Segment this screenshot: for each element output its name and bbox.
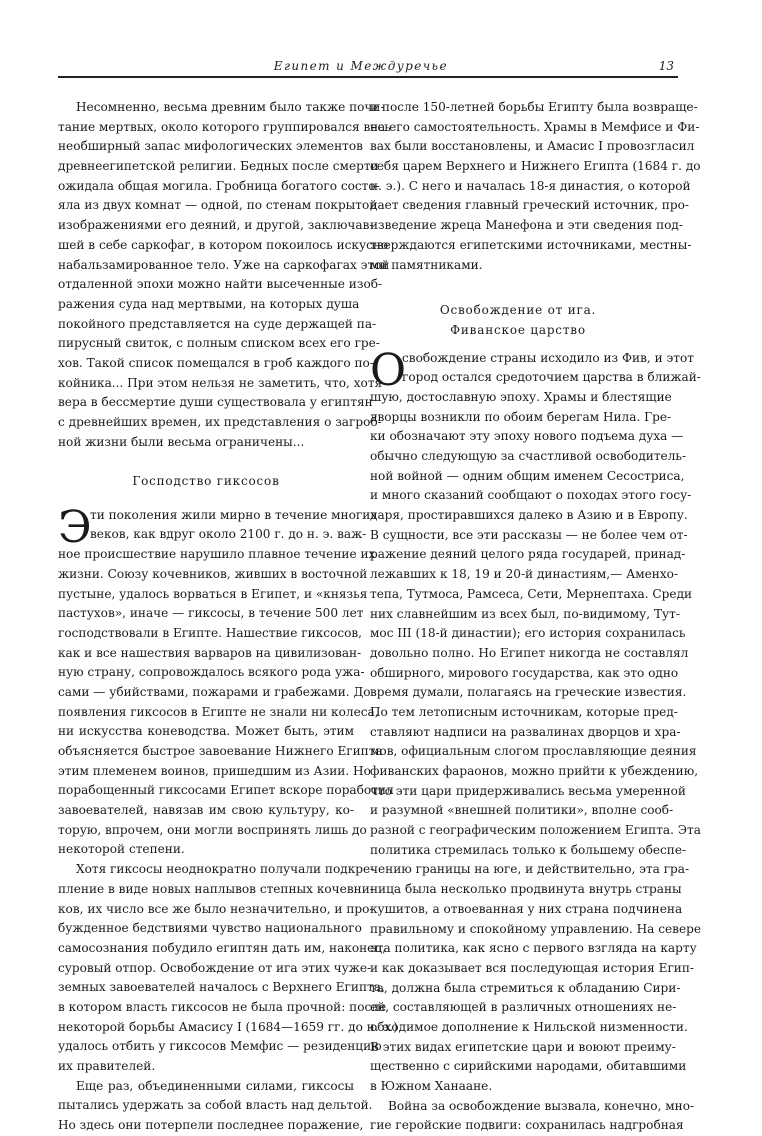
right-column — [370, 98, 701, 1136]
text-line: сами — убийствами, пожарами и грабежами. До — [58, 684, 371, 699]
paragraph-mortuary-cult — [58, 98, 391, 452]
text-line: них славнейшим из всех был, по-видимому, Тут- — [370, 606, 680, 621]
text-line: на его самостоятельность. Храмы в Мемфисе и Фи- — [370, 119, 700, 134]
paragraph-liberation — [58, 860, 398, 1077]
text-line: самосознания побудило египтян дать им, наконец, — [58, 940, 386, 955]
text-line: свобождение страны исходило из Фив, и этот — [402, 350, 694, 365]
text-line: ти поколения жили мирно в течение многих — [90, 507, 378, 522]
text-line: изведение жреца Манефона и эти сведения под- — [370, 218, 683, 233]
text-line: В сущности, все эти рассказы — не более чем от- — [370, 527, 688, 542]
section-heading-liberation: Освобождение от ига. — [439, 303, 597, 318]
text-line: отдаленной эпохи можно найти высеченные изоб- — [58, 277, 383, 292]
text-line: ное происшествие нарушило плавное течение их — [58, 547, 376, 562]
text-line: ожидала общая могила. Гробница богатого состо- — [58, 178, 380, 193]
text-line: яла из двух комнат — одной, по стенам покрытой — [58, 198, 378, 213]
text-line: торую, впрочем, они могли воспринять лишь до — [58, 822, 367, 837]
text-line: обычно следующую за счастливой освободитель- — [370, 449, 687, 464]
text-line: мос III (18-й династии); его история сохранилась — [370, 626, 686, 641]
text-line: ной жизни были весьма ограничены... — [58, 434, 305, 449]
text-line: появления гиксосов в Египте не знали ни колеса, — [58, 704, 379, 719]
text-line: вах были восстановлены, и Амасис I провозгласил — [370, 139, 695, 154]
text-line: ражение деяний целого ряда государей, принад- — [370, 547, 686, 562]
text-line: гие геройские подвиги: сохранилась надгробная — [370, 1118, 684, 1133]
text-line: Но здесь они потерпели последнее поражение, — [58, 1118, 364, 1133]
text-line: и как доказывает вся последующая история Егип- — [370, 960, 694, 975]
text-line: тепа, Тутмоса, Рамсеса, Сети, Мернептаха. Среди — [370, 586, 693, 601]
text-line: По тем летописным источникам, которые пред- — [370, 704, 678, 719]
text-line: та, должна была стремиться к обладанию Сири- — [370, 980, 681, 995]
text-line: довольно полно. Но Египет никогда не составлял — [370, 645, 689, 660]
text-line: веков, как вдруг около 2100 г. до н. э. важ- — [90, 527, 367, 542]
text-line: их правителей. — [58, 1059, 156, 1074]
text-line: пастухов», иначе — гиксосы, в течение 500 лет — [58, 606, 364, 621]
text-line: изображениями его деяний, и другой, заключав- — [58, 218, 374, 233]
text-line: бужденное бедствиями чувство национального — [58, 921, 362, 936]
paragraph-delta — [58, 1077, 373, 1136]
text-line: себя царем Верхнего и Нижнего Египта (1684 г. до — [370, 159, 701, 174]
text-line: и разумной «внешней политики», вполне сооб- — [370, 803, 674, 818]
text-line: пытались удержать за собой власть над дельтой. — [58, 1098, 373, 1113]
paragraph-war-of-liberation — [370, 1097, 695, 1136]
text-line: лежавших к 18, 19 и 20-й династиям,— Аменхо- — [370, 567, 679, 582]
text-line: в котором власть гиксосов не была прочной: после — [58, 999, 387, 1014]
text-line: ков, их число все же было незначительно, и про- — [58, 901, 374, 916]
text-line: вера в бессмертие души существовала у египтян — [58, 395, 373, 410]
running-header — [58, 59, 678, 81]
text-line: кушитов, а отвоеванная у них страна подчинена — [370, 901, 683, 916]
text-line: и после 150-летней борьбы Египту была возвраще- — [370, 100, 698, 114]
section-heading-hyksos: Господство гиксосов — [132, 474, 280, 489]
text-line: н. э.). С него и началась 18-я династия, о которой — [370, 178, 691, 193]
text-line: В этих видах египетские цари и воюют преиму- — [370, 1039, 676, 1054]
text-line: ставляют надписи на развалинах дворцов и хра- — [370, 724, 681, 739]
text-line: этим племенем воинов, пришедшим из Азии. Но — [58, 763, 371, 778]
drop-cap: О — [370, 344, 407, 396]
text-line: Хотя гиксосы неоднократно получали подкре- — [76, 862, 375, 877]
text-line: правильному и спокойному управлению. На севере — [370, 921, 701, 936]
text-line: щественно с сирийскими народами, обитавшими — [370, 1059, 687, 1074]
text-line: ей, составляющей в различных отношениях не- — [370, 1000, 677, 1015]
text-line: шую, достославную эпоху. Храмы и блестящие — [370, 389, 672, 404]
drop-cap: Э — [58, 501, 92, 553]
text-line: суровый отпор. Освобождение от ига этих чуже- — [58, 960, 372, 975]
text-line: разной с географическим положением Египта. Эта — [370, 823, 701, 838]
left-column — [58, 98, 398, 1136]
text-line: Несомненно, весьма древним было также почи- — [76, 100, 385, 114]
text-line: некоторой борьбы Амасису I (1684—1659 гг. до н. э.) — [58, 1019, 398, 1034]
text-line: фиванских фараонов, можно прийти к убеждению, — [370, 764, 699, 779]
text-line: с древнейших времен, их представления о загроб- — [58, 415, 382, 429]
text-line: набальзамированное тело. Уже на саркофагах этой — [58, 257, 390, 272]
text-line: что эти цари придерживались весьма умеренной — [370, 783, 686, 798]
text-line: город остался средоточием царства в ближай- — [402, 370, 701, 385]
text-line: ной войной — одним общим именем Сесострисa, — [370, 468, 685, 483]
text-line: ную страну, сопровождалось всякого рода ужа- — [58, 665, 365, 680]
section-heading-theban: Фиванское царство — [450, 322, 586, 337]
text-line: дает сведения главный греческий источник, про- — [370, 198, 689, 213]
text-line: ница была несколько продвинута внутрь страны — [370, 882, 682, 897]
text-line: древнеегипетской религии. Бедных после смерти — [58, 159, 379, 174]
text-line: ки обозначают эту эпоху нового подъема духа — — [370, 429, 684, 444]
text-line: койника... При этом нельзя не заметить, что, хотя — [58, 375, 383, 390]
text-line: пление в виде новых наплывов степных кочевни- — [58, 881, 374, 896]
text-line: как и все нашествия варваров на цивилизован- — [58, 645, 362, 660]
text-line: дворцы возникли по обоим берегам Нила. Гре- — [370, 409, 672, 424]
text-line: обходимое дополнение к Нильской низменности. — [370, 1019, 688, 1034]
text-line: ражения суда над мертвыми, на которых душа — [58, 296, 360, 311]
text-line: ми памятниками. — [370, 257, 483, 272]
text-line: обширного, мирового государства, как это одно — [370, 665, 679, 680]
paragraph-hyksos-invasion — [58, 501, 394, 860]
text-line: шей в себе саркофаг, в котором покоилось искусно — [58, 237, 389, 252]
text-line: тверждаются египетскими источниками, местны- — [370, 237, 692, 252]
text-line: хов. Такой список помещался в гроб каждого по- — [58, 355, 374, 370]
text-line: объясняется быстрое завоевание Нижнего Египта — [58, 744, 383, 759]
text-line: пустыне, удалось ворваться в Египет, и «князья — [58, 586, 368, 601]
text-line: земных завоевателей началось с Верхнего Египта, — [58, 980, 385, 995]
text-line: порабощенный гиксосами Египет вскоре поработил — [58, 783, 394, 798]
header-rule — [58, 76, 678, 78]
text-line: даря, простиравшихся далеко в Азию и в Европу. — [370, 508, 688, 523]
text-line: завоевателей, навязав им свою культуру, ко- — [58, 803, 354, 818]
text-line: Еще раз, объединенными силами, гиксосы — [76, 1078, 354, 1093]
text-line: время думали, полагаясь на греческие известия. — [370, 685, 687, 700]
text-line: чению границы на юге, и действительно, эта гра- — [370, 862, 690, 877]
page-number: 13 — [658, 59, 674, 73]
text-line: ни искусства коневодства. Может быть, этим — [58, 724, 354, 739]
text-line: тание мертвых, около которого группировался весь — [58, 119, 391, 134]
text-line: пирусный свиток, с полным списком всех его гре- — [58, 336, 380, 351]
text-line: необширный запас мифологических элементов — [58, 139, 363, 154]
text-line: жизни. Союзу кочевников, живших в восточной — [58, 566, 368, 581]
text-line: господствовали в Египте. Нашествие гиксосов, — [58, 625, 363, 640]
text-line: политика стремилась только к большему обеспе- — [370, 842, 687, 857]
text-line: в Южном Ханаане. — [370, 1079, 493, 1094]
text-line: удалось отбить у гиксосов Мемфис — резиденцию — [58, 1039, 382, 1054]
paragraph-eighteenth-dynasty — [370, 98, 701, 275]
text-line: эта политика, как ясно с первого взгляда на карту — [370, 941, 697, 956]
text-line: некоторой степени. — [58, 842, 185, 857]
text-line: мов, официальным слогом прославляющие деяния — [370, 744, 697, 759]
text-line: и много сказаний сообщают о походах этого госу- — [370, 488, 692, 503]
text-line: покойного представляется на суде держащей па- — [58, 316, 377, 331]
text-line: Война за освобождение вызвала, конечно, мно- — [388, 1098, 695, 1113]
running-title: Египет и Междуречье — [273, 59, 448, 73]
paragraph-theban-kingdom — [370, 344, 701, 1097]
